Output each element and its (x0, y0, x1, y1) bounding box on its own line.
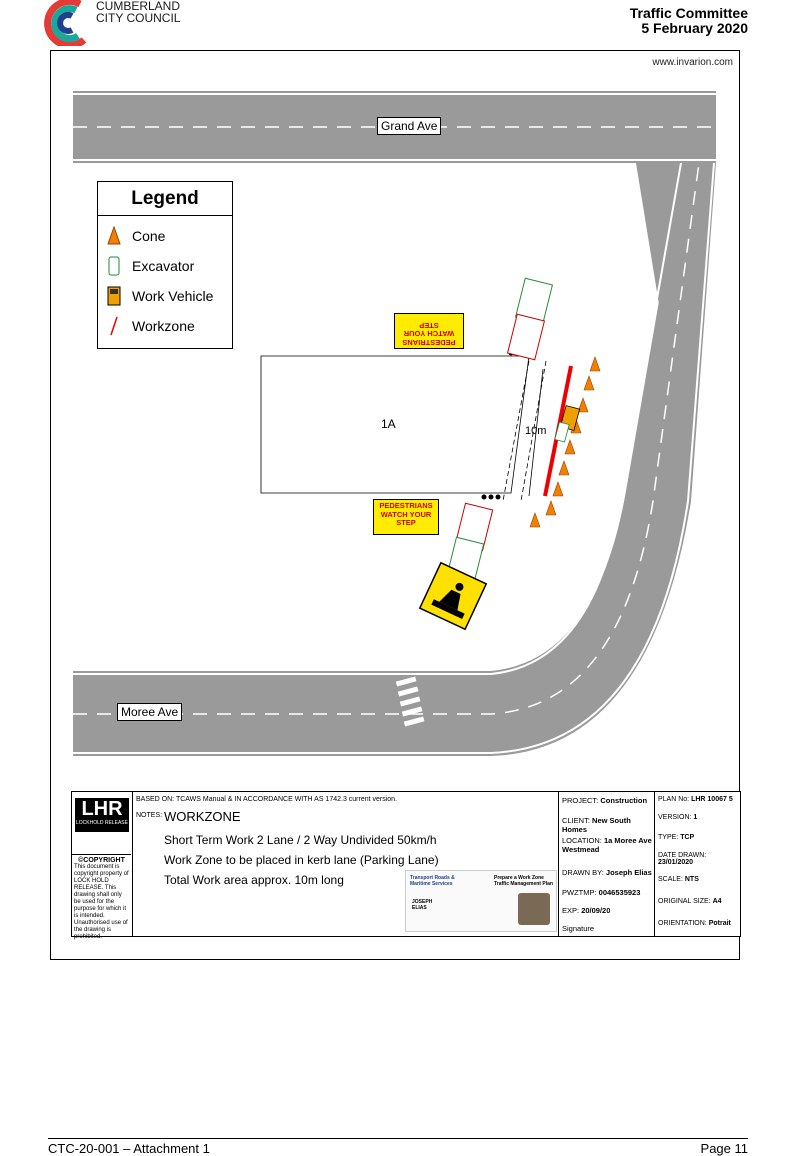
field-key: PROJECT: (562, 796, 599, 805)
ped-sign-line: WATCH YOUR (380, 509, 432, 519)
council-logo-icon (34, 0, 90, 46)
ped-sign-line: PEDESTRIANS (379, 501, 433, 510)
pedestrian-sign-bottom (373, 499, 439, 535)
field-row (658, 852, 741, 866)
ped-sign-line: STEP (396, 518, 416, 527)
card-agency: Transport Roads & Maritime Services (410, 875, 455, 887)
legend (97, 181, 233, 349)
legend-label: Work Vehicle (132, 288, 214, 304)
note-line: Total Work area approx. 10m long (164, 873, 344, 887)
document-header (630, 6, 748, 36)
field-row (658, 898, 722, 905)
field-key: EXP: (562, 906, 580, 915)
notes-label: NOTES: (136, 812, 163, 819)
cone-icon (106, 226, 122, 246)
field-row (658, 814, 697, 821)
note-line: Work Zone to be placed in kerb lane (Parking Lane) (164, 853, 439, 867)
company-logo (75, 798, 129, 832)
legend-label: Excavator (132, 258, 195, 274)
ped-sign-line: PEDESTRIANS (402, 338, 456, 347)
road-map (51, 51, 741, 791)
based-on: BASED ON: TCAWS Manual & IN ACCORDANCE WITH AS 1742.3 current version. (136, 796, 398, 803)
field-row (562, 836, 654, 854)
road-label-moree-ave: Moree Ave (117, 703, 182, 721)
field-value: 1 (693, 814, 698, 821)
traffic-plan (50, 50, 740, 960)
field-value: New South Homes (562, 816, 631, 834)
council-name (96, 0, 180, 24)
legend-item-workzone (106, 316, 195, 336)
legend-label: Cone (132, 228, 166, 244)
legend-item-excavator (106, 256, 194, 276)
road-curve (491, 163, 716, 756)
plan-url: www.invarion.com (652, 57, 733, 68)
field-row (562, 796, 647, 805)
pedestrian-sign-top (394, 313, 464, 349)
notes-title: WORKZONE (164, 809, 241, 824)
field-value: TCP (680, 834, 695, 841)
field-key: DATE DRAWN: (658, 852, 707, 859)
copyright-text: This document is copyright property of LOCK HOLD RELEASE. This drawing shall only be used for the purpose for which it is intended. Unauthorised use of the drawing is prohibited. (74, 864, 129, 940)
field-key: TYPE: (658, 834, 679, 841)
note-line: Short Term Work 2 Lane / 2 Way Undivided 50km/h (164, 833, 437, 847)
excavator-icon (106, 256, 122, 276)
legend-item-work-vehicle (106, 286, 213, 306)
field-key: ORIGINAL SIZE: (658, 898, 711, 905)
traffic-cones (530, 357, 600, 527)
legend-title: Legend (98, 182, 232, 216)
field-value: A4 (712, 898, 722, 905)
legend-item-cone (106, 226, 165, 246)
field-value: 1a Moree Ave Westmead (562, 836, 652, 854)
field-value: 20/09/20 (581, 906, 611, 915)
field-row (562, 924, 594, 933)
field-row (562, 906, 610, 915)
council-name-line1: CUMBERLAND (96, 0, 181, 13)
field-value: Potrait (708, 920, 731, 927)
licence-card (405, 870, 557, 932)
road-label-grand-ave: Grand Ave (377, 117, 441, 135)
field-key: VERSION: (658, 814, 692, 821)
field-key: DRAWN BY: (562, 868, 604, 877)
field-row (658, 796, 733, 803)
ped-sign-line: WATCH YOUR (403, 329, 455, 339)
field-key: LOCATION: (562, 836, 602, 845)
field-row (562, 888, 640, 897)
field-key: CLIENT: (562, 816, 590, 825)
card-name1: JOSEPH (412, 899, 433, 905)
field-row (658, 920, 731, 927)
field-value: 0046535923 (598, 888, 641, 897)
company-cell (72, 792, 133, 940)
company-logo-text: LHR (81, 798, 123, 820)
committee-title: Traffic Committee (629, 5, 748, 21)
field-row (658, 876, 699, 883)
field-value: Construction (600, 796, 648, 805)
copyright (72, 854, 131, 943)
field-key: Signature (562, 924, 595, 933)
page-number: Page 11 (700, 1141, 748, 1156)
notes-list (164, 830, 439, 890)
project-fields (558, 792, 655, 936)
property-label: 1A (381, 417, 396, 431)
parking-sign-top (508, 278, 553, 360)
field-value: LHR 10067 5 (691, 796, 733, 803)
page-footer (48, 1138, 748, 1156)
field-value: 23/01/2020 (658, 859, 694, 866)
field-key: PLAN No: (658, 796, 690, 803)
workzone-icon (106, 316, 122, 336)
dimension-label: 10m (525, 425, 547, 437)
attachment-ref: CTC-20-001 – Attachment 1 (48, 1141, 210, 1156)
card-name2: ELIAS (412, 905, 427, 911)
title-block (71, 791, 741, 940)
excavator (555, 422, 569, 442)
ped-sign-line: STEP (419, 321, 439, 330)
field-value: Joseph Elias (605, 868, 652, 877)
committee-date: 5 February 2020 (641, 20, 748, 36)
field-row (562, 816, 655, 834)
council-name-line2: CITY COUNCIL (96, 11, 181, 25)
field-key: PWZTMP: (562, 888, 597, 897)
field-value: NTS (684, 876, 699, 883)
field-key: SCALE: (658, 876, 683, 883)
work-vehicle-icon (106, 286, 122, 306)
legend-label: Workzone (132, 318, 195, 334)
copyright-title: ©COPYRIGHT (78, 857, 125, 864)
plan-fields (654, 792, 741, 936)
field-row (562, 868, 652, 877)
card-title: Prepare a Work Zone Traffic Management Plan (494, 875, 553, 887)
field-row (658, 834, 694, 841)
field-key: ORIENTATION: (658, 920, 707, 927)
card-photo (518, 893, 550, 925)
company-logo-sub: LOCKHOLD RELEASE (76, 820, 128, 826)
